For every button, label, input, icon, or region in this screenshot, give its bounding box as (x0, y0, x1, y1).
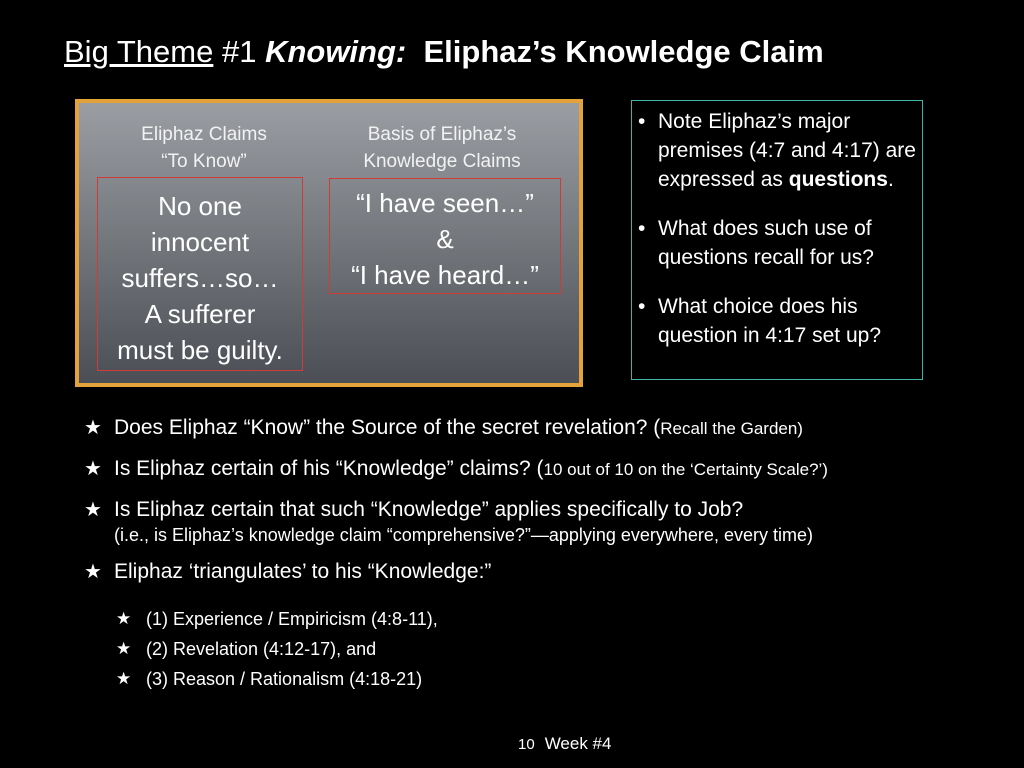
bullet-main: Is Eliphaz certain of his “Knowledge” claims? ( (114, 457, 544, 480)
bullet-aside: Recall the Garden) (660, 419, 803, 438)
heading-line: Basis of Eliphaz’s (367, 124, 517, 145)
note-text-part: Note Eliphaz’s major premises (4:7 and 4:17) are expressed as (658, 110, 916, 191)
note-text: What does such use of questions recall for us? (658, 217, 874, 269)
star-icon: ★ (116, 609, 132, 628)
heading-line: Knowledge Claims (363, 151, 521, 172)
note-item (638, 214, 918, 272)
sub-bullet-text: (2) Revelation (4:12-17), and (146, 638, 377, 659)
bullet-text (114, 455, 828, 484)
star-icon: ★ (84, 458, 102, 480)
slide-footer (518, 734, 611, 754)
bullet-item (84, 558, 1014, 586)
claim-line: innocent (150, 227, 250, 257)
bullet-list (84, 414, 1014, 598)
claim-line: No one (158, 191, 242, 221)
sub-bullet-item (116, 634, 438, 664)
left-column-heading (101, 121, 307, 175)
star-icon: ★ (84, 417, 102, 439)
bullet-text (114, 496, 813, 546)
bullet-dot-icon: • (638, 295, 646, 318)
claim-line: must be guilty. (117, 335, 283, 365)
note-bold-word: questions (788, 168, 888, 191)
claim-line: A sufferer (144, 299, 256, 329)
bullet-text: Eliphaz ‘triangulates’ to his “Knowledge:” (114, 560, 492, 583)
star-icon: ★ (116, 669, 132, 688)
sub-bullet-item (116, 664, 438, 694)
basis-box (329, 178, 561, 294)
footer-label: Week #4 (544, 734, 612, 753)
bullet-dot-icon: • (638, 110, 646, 133)
star-icon: ★ (84, 561, 102, 583)
bullet-dot-icon: • (638, 217, 646, 240)
bullet-main: Does Eliphaz “Know” the Source of the secret revelation? ( (114, 416, 661, 439)
note-text: What choice does his question in 4:17 set up? (658, 295, 882, 347)
notes-box (631, 100, 923, 380)
bullet-item (84, 496, 1014, 546)
note-item (638, 107, 918, 194)
right-column-heading (327, 121, 557, 175)
sub-bullet-text: (3) Reason / Rationalism (4:18-21) (146, 668, 423, 689)
title-subject: Eliphaz’s Knowledge Claim (406, 34, 824, 69)
heading-line: Eliphaz Claims (141, 124, 267, 145)
bullet-item (84, 455, 1014, 484)
page-number: 10 (518, 736, 535, 753)
heading-line: “To Know” (161, 151, 247, 172)
title-number: #1 (213, 34, 266, 69)
bullet-subline: (i.e., is Eliphaz’s knowledge claim “comprehensive?”—applying everywhere, every time) (114, 525, 813, 545)
bullet-item (84, 414, 1014, 443)
claim-box (97, 177, 303, 371)
sub-bullet-list (116, 604, 438, 694)
bullet-aside: 10 out of 10 on the ‘Certainty Scale?’) (543, 460, 828, 479)
note-text (658, 107, 918, 194)
star-icon: ★ (84, 499, 102, 521)
bullet-text (114, 414, 803, 443)
bullet-main: Is Eliphaz certain that such “Knowledge” applies specifically to Job? (114, 498, 744, 521)
basis-line: “I have heard…” (351, 260, 539, 290)
basis-line: & (436, 224, 454, 254)
slide-title (64, 32, 824, 72)
claims-panel (75, 99, 583, 387)
title-knowing: Knowing: (265, 34, 407, 69)
sub-bullet-item (116, 604, 438, 634)
star-icon: ★ (116, 639, 132, 658)
basis-line: “I have seen…” (356, 188, 534, 218)
note-item (638, 292, 918, 350)
claim-line: suffers…so… (121, 263, 279, 293)
title-big-theme: Big Theme (64, 34, 214, 69)
note-text-end: . (887, 168, 894, 191)
sub-bullet-text: (1) Experience / Empiricism (4:8-11), (146, 608, 438, 629)
